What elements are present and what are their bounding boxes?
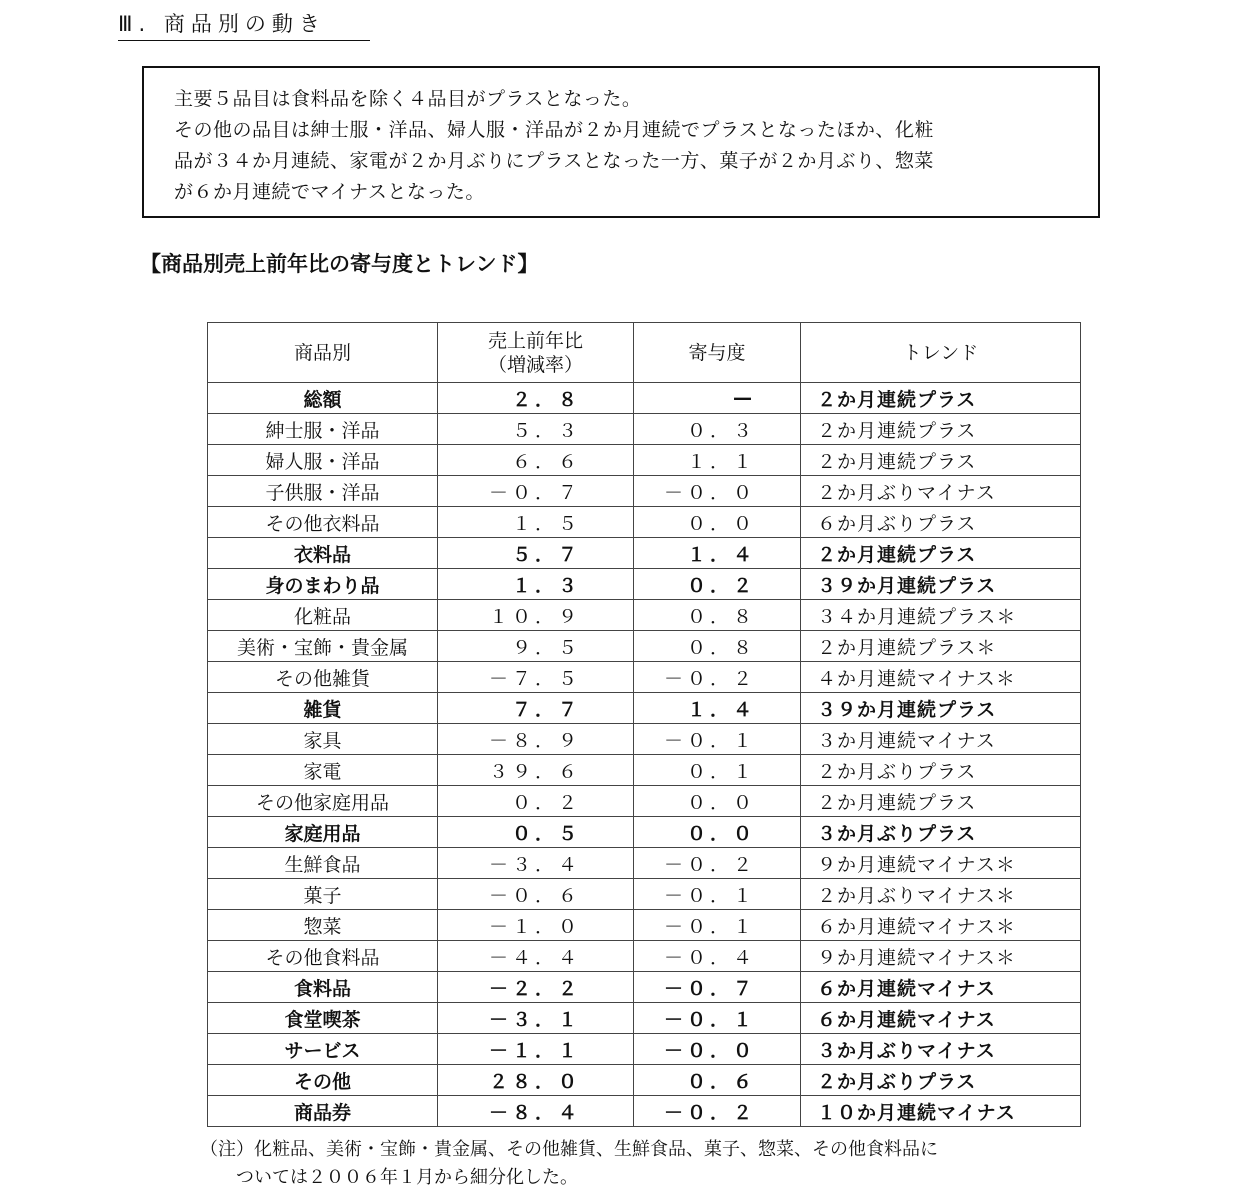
header-sales bbox=[438, 323, 634, 383]
table-row bbox=[208, 538, 1081, 569]
cell-sales: ５．３ bbox=[438, 414, 634, 445]
cell-contribution: －０．４ bbox=[634, 941, 801, 972]
cell-contribution: ０．１ bbox=[634, 755, 801, 786]
cell-category: 子供服・洋品 bbox=[208, 476, 438, 507]
cell-category: その他 bbox=[208, 1065, 438, 1096]
cell-sales: －０．７ bbox=[438, 476, 634, 507]
cell-category: サービス bbox=[208, 1034, 438, 1065]
cell-trend: ２か月連続プラス＊ bbox=[801, 631, 1081, 662]
cell-category: 身のまわり品 bbox=[208, 569, 438, 600]
cell-trend: ９か月連続マイナス＊ bbox=[801, 848, 1081, 879]
cell-category: その他食料品 bbox=[208, 941, 438, 972]
cell-contribution: ０．３ bbox=[634, 414, 801, 445]
cell-trend: ２か月ぶりマイナス bbox=[801, 476, 1081, 507]
section-heading: Ⅲ. 商品別の動き bbox=[118, 8, 370, 41]
cell-category: 美術・宝飾・貴金属 bbox=[208, 631, 438, 662]
header-sales-line2: （増減率） bbox=[487, 353, 583, 376]
table-row bbox=[208, 755, 1081, 786]
header-category: 商品別 bbox=[208, 323, 438, 383]
cell-contribution: －０．７ bbox=[634, 972, 801, 1003]
cell-category: 惣菜 bbox=[208, 910, 438, 941]
table-title: 【商品別売上前年比の寄与度とトレンド】 bbox=[140, 252, 539, 276]
cell-contribution: －０．０ bbox=[634, 1034, 801, 1065]
cell-sales: １０．９ bbox=[438, 600, 634, 631]
cell-contribution: －０．１ bbox=[634, 1003, 801, 1034]
cell-contribution: －０．２ bbox=[634, 1096, 801, 1127]
cell-contribution: －０．０ bbox=[634, 476, 801, 507]
cell-trend: ２か月ぶりプラス bbox=[801, 755, 1081, 786]
cell-category: 化粧品 bbox=[208, 600, 438, 631]
table-row bbox=[208, 476, 1081, 507]
cell-trend: ９か月連続マイナス＊ bbox=[801, 941, 1081, 972]
table-row bbox=[208, 383, 1081, 414]
table-header-row bbox=[208, 323, 1081, 383]
table-row bbox=[208, 910, 1081, 941]
table-row bbox=[208, 445, 1081, 476]
cell-trend: ２か月連続プラス bbox=[801, 383, 1081, 414]
cell-category: 紳士服・洋品 bbox=[208, 414, 438, 445]
cell-trend: ３９か月連続プラス bbox=[801, 569, 1081, 600]
footnote bbox=[200, 1136, 938, 1192]
cell-category: 菓子 bbox=[208, 879, 438, 910]
cell-trend: ３か月連続マイナス bbox=[801, 724, 1081, 755]
cell-sales: １．５ bbox=[438, 507, 634, 538]
table-row bbox=[208, 848, 1081, 879]
cell-sales: ５．７ bbox=[438, 538, 634, 569]
cell-trend: ６か月連続マイナス bbox=[801, 1003, 1081, 1034]
cell-trend: ２か月ぶりマイナス＊ bbox=[801, 879, 1081, 910]
cell-sales: １．３ bbox=[438, 569, 634, 600]
cell-trend: ３９か月連続プラス bbox=[801, 693, 1081, 724]
cell-sales: －８．４ bbox=[438, 1096, 634, 1127]
table-row bbox=[208, 414, 1081, 445]
trend-table bbox=[207, 322, 1081, 1127]
table-row bbox=[208, 569, 1081, 600]
table-row bbox=[208, 693, 1081, 724]
table-row bbox=[208, 1003, 1081, 1034]
footnote-line2: ついては２００６年１月から細分化した。 bbox=[236, 1167, 578, 1188]
cell-category: 衣料品 bbox=[208, 538, 438, 569]
cell-category: その他衣料品 bbox=[208, 507, 438, 538]
cell-sales: －７．５ bbox=[438, 662, 634, 693]
header-contribution: 寄与度 bbox=[634, 323, 801, 383]
cell-category: その他雑貨 bbox=[208, 662, 438, 693]
cell-sales: －３．１ bbox=[438, 1003, 634, 1034]
cell-contribution: ０．０ bbox=[634, 507, 801, 538]
cell-category: その他家庭用品 bbox=[208, 786, 438, 817]
cell-trend: ６か月連続マイナス＊ bbox=[801, 910, 1081, 941]
cell-contribution: －０．１ bbox=[634, 879, 801, 910]
cell-sales: ３９．６ bbox=[438, 755, 634, 786]
table-row bbox=[208, 1034, 1081, 1065]
table-body bbox=[208, 383, 1081, 1127]
footnote-line1: （注）化粧品、美術・宝飾・貴金属、その他雑貨、生鮮食品、菓子、惣菜、その他食料品に bbox=[200, 1139, 938, 1160]
cell-sales: ９．５ bbox=[438, 631, 634, 662]
cell-sales: ６．６ bbox=[438, 445, 634, 476]
cell-contribution: ０．８ bbox=[634, 631, 801, 662]
cell-contribution: －０．１ bbox=[634, 724, 801, 755]
cell-category: 家庭用品 bbox=[208, 817, 438, 848]
cell-contribution: ０．６ bbox=[634, 1065, 801, 1096]
cell-sales: ７．７ bbox=[438, 693, 634, 724]
cell-contribution: －０．１ bbox=[634, 910, 801, 941]
cell-sales: －３．４ bbox=[438, 848, 634, 879]
cell-trend: ２か月連続プラス bbox=[801, 786, 1081, 817]
table-row bbox=[208, 879, 1081, 910]
cell-sales: ０．５ bbox=[438, 817, 634, 848]
cell-sales: －２．２ bbox=[438, 972, 634, 1003]
cell-category: 家具 bbox=[208, 724, 438, 755]
table-row bbox=[208, 631, 1081, 662]
cell-contribution: — bbox=[634, 383, 801, 414]
table-row bbox=[208, 817, 1081, 848]
cell-category: 家電 bbox=[208, 755, 438, 786]
cell-trend: ２か月連続プラス bbox=[801, 538, 1081, 569]
cell-contribution: ０．８ bbox=[634, 600, 801, 631]
cell-category: 食料品 bbox=[208, 972, 438, 1003]
cell-category: 雑貨 bbox=[208, 693, 438, 724]
cell-contribution: １．１ bbox=[634, 445, 801, 476]
summary-line: 主要５品目は食料品を除く４品目がプラスとなった。 bbox=[174, 88, 642, 110]
table-row bbox=[208, 1096, 1081, 1127]
cell-trend: ３４か月連続プラス＊ bbox=[801, 600, 1081, 631]
cell-category: 総額 bbox=[208, 383, 438, 414]
summary-box bbox=[142, 66, 1100, 218]
cell-contribution: １．４ bbox=[634, 693, 801, 724]
cell-trend: ２か月連続プラス bbox=[801, 414, 1081, 445]
cell-sales: ２．８ bbox=[438, 383, 634, 414]
table-row bbox=[208, 972, 1081, 1003]
summary-line: その他の品目は紳士服・洋品、婦人服・洋品が２か月連続でプラスとなったほか、化粧 bbox=[174, 119, 934, 141]
table-row bbox=[208, 662, 1081, 693]
cell-trend: ２か月ぶりプラス bbox=[801, 1065, 1081, 1096]
cell-contribution: ０．０ bbox=[634, 817, 801, 848]
table-row bbox=[208, 941, 1081, 972]
cell-trend: ３か月ぶりマイナス bbox=[801, 1034, 1081, 1065]
cell-sales: －４．４ bbox=[438, 941, 634, 972]
table-row bbox=[208, 600, 1081, 631]
cell-contribution: ０．２ bbox=[634, 569, 801, 600]
table-row bbox=[208, 724, 1081, 755]
cell-contribution: ０．０ bbox=[634, 786, 801, 817]
cell-trend: ２か月連続プラス bbox=[801, 445, 1081, 476]
cell-sales: －１．０ bbox=[438, 910, 634, 941]
cell-sales: －１．１ bbox=[438, 1034, 634, 1065]
cell-sales: －０．６ bbox=[438, 879, 634, 910]
summary-line: が６か月連続でマイナスとなった。 bbox=[174, 181, 485, 203]
cell-trend: ４か月連続マイナス＊ bbox=[801, 662, 1081, 693]
cell-sales: －８．９ bbox=[438, 724, 634, 755]
header-trend: トレンド bbox=[801, 323, 1081, 383]
cell-contribution: －０．２ bbox=[634, 662, 801, 693]
cell-contribution: １．４ bbox=[634, 538, 801, 569]
cell-trend: ３か月ぶりプラス bbox=[801, 817, 1081, 848]
header-sales-line1: 売上前年比 bbox=[487, 329, 583, 352]
cell-trend: ６か月連続マイナス bbox=[801, 972, 1081, 1003]
cell-sales: ０．２ bbox=[438, 786, 634, 817]
cell-category: 生鮮食品 bbox=[208, 848, 438, 879]
cell-sales: ２８．０ bbox=[438, 1065, 634, 1096]
table-row bbox=[208, 786, 1081, 817]
summary-line: 品が３４か月連続、家電が２か月ぶりにプラスとなった一方、菓子が２か月ぶり、惣菜 bbox=[174, 150, 934, 172]
cell-category: 商品券 bbox=[208, 1096, 438, 1127]
table-row bbox=[208, 507, 1081, 538]
cell-category: 食堂喫茶 bbox=[208, 1003, 438, 1034]
cell-trend: １０か月連続マイナス bbox=[801, 1096, 1081, 1127]
cell-category: 婦人服・洋品 bbox=[208, 445, 438, 476]
cell-contribution: －０．２ bbox=[634, 848, 801, 879]
cell-trend: ６か月ぶりプラス bbox=[801, 507, 1081, 538]
table-row bbox=[208, 1065, 1081, 1096]
